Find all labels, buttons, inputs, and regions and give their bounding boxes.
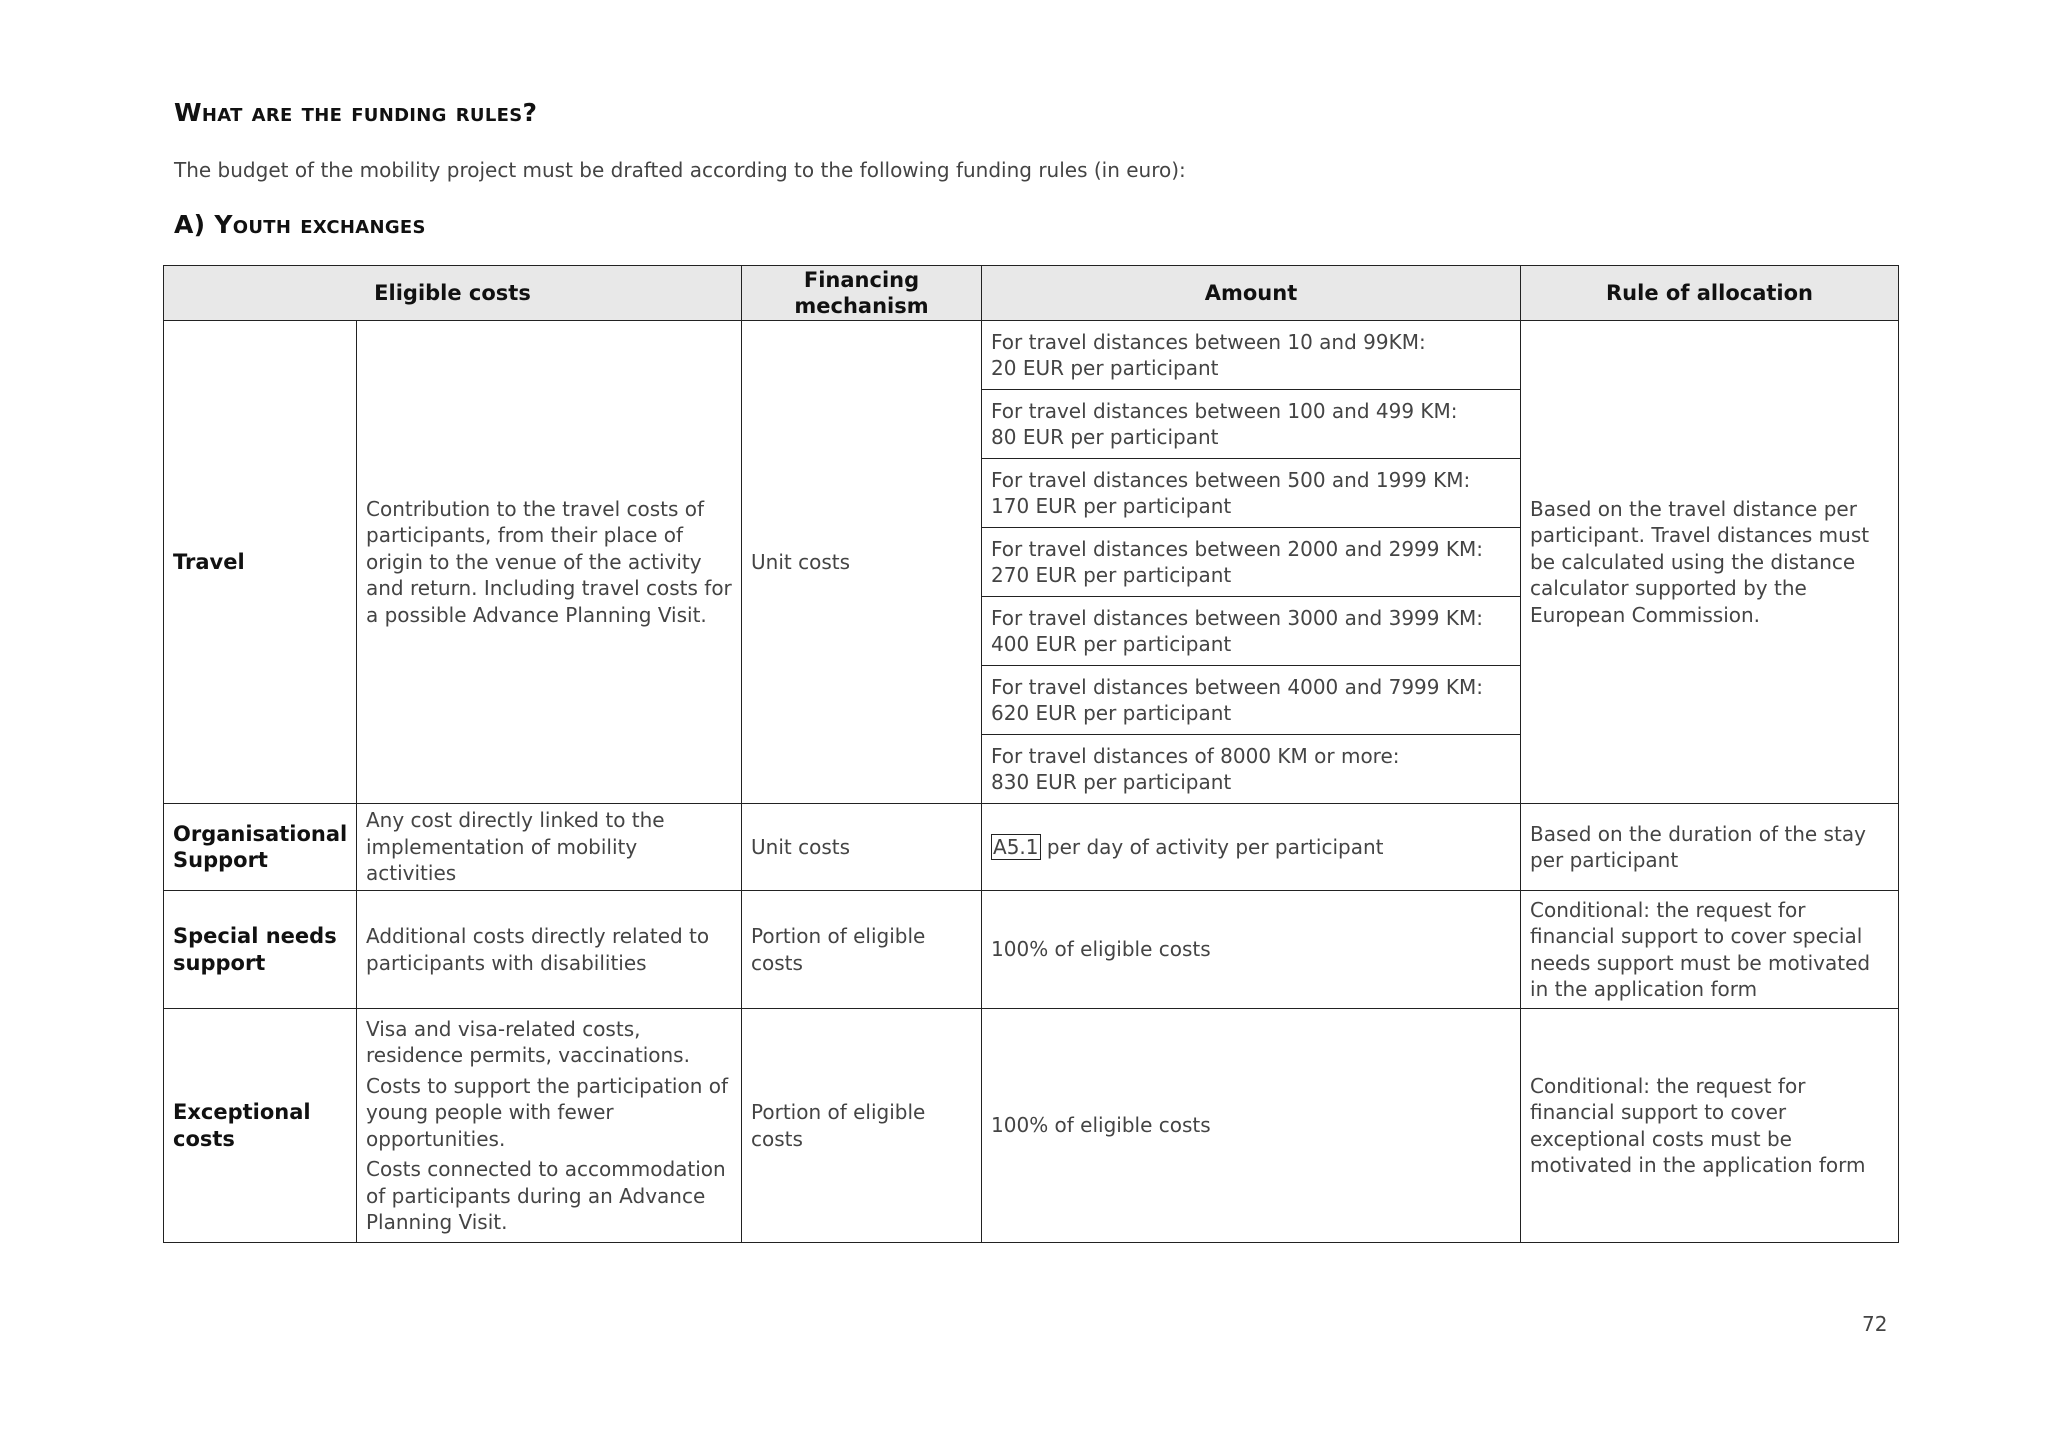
exceptional-costs-amount: 100% of eligible costs [982,1009,1521,1243]
organisational-support-amount [982,804,1521,891]
travel-band-distance: For travel distances between 3000 and 3999 KM: [991,605,1483,630]
organisational-support-category: Organisational Support [164,804,357,891]
travel-band-rate: 270 EUR per participant [991,563,1232,587]
travel-band-distance: For travel distances between 4000 and 7999 KM: [991,674,1483,699]
special-needs-amount: 100% of eligible costs [982,891,1521,1009]
table-row [164,804,1899,891]
travel-band-rate: 170 EUR per participant [991,494,1232,518]
travel-band-distance: For travel distances between 100 and 499 KM: [991,398,1458,423]
travel-band-rate: 400 EUR per participant [991,632,1232,656]
special-needs-rule: Conditional: the request for financial support to cover special needs support must be motivated in the application form [1521,891,1899,1009]
header-eligible-costs: Eligible costs [164,266,742,321]
travel-band-distance: For travel distances of 8000 KM or more: [991,743,1400,768]
funding-rules-table [163,265,1899,1243]
travel-band-rate: 80 EUR per participant [991,425,1219,449]
travel-band [982,528,1521,597]
travel-mechanism: Unit costs [742,321,982,804]
header-rule-of-allocation: Rule of allocation [1521,266,1899,321]
exceptional-costs-rule: Conditional: the request for financial support to cover exceptional costs must be motivated in the application form [1521,1009,1899,1243]
travel-band [982,597,1521,666]
special-needs-mechanism: Portion of eligible costs [742,891,982,1009]
exceptional-costs-description [357,1009,742,1243]
exceptional-cost-item: Costs connected to accommodation of participants during an Advance Planning Visit. [366,1157,726,1234]
travel-band-distance: For travel distances between 500 and 1999 KM: [991,467,1471,492]
travel-band [982,735,1521,804]
amount-reference: A5.1 [993,834,1039,859]
table-header-row [164,266,1899,321]
travel-description: Contribution to the travel costs of participants, from their place of origin to the venue of the activity and return. Including travel costs for a possible Advance Planning Visit. [357,321,742,804]
table-row [164,321,1899,390]
travel-band-rate: 620 EUR per participant [991,701,1232,725]
table-row [164,1009,1899,1243]
page-number: 72 [1862,1312,1888,1336]
special-needs-description: Additional costs directly related to participants with disabilities [357,891,742,1009]
exceptional-cost-item: Costs to support the participation of young people with fewer opportunities. [366,1073,729,1151]
organisational-support-mechanism: Unit costs [742,804,982,891]
exceptional-cost-item: Visa and visa-related costs, residence permits, vaccinations. [366,1016,690,1067]
travel-band [982,390,1521,459]
header-financing-mechanism: Financing mechanism [742,266,982,321]
travel-band [982,321,1521,390]
organisational-support-description: Any cost directly linked to the implementation of mobility activities [357,804,742,891]
travel-band-distance: For travel distances between 10 and 99KM: [991,329,1426,354]
table-row [164,891,1899,1009]
organisational-support-rule: Based on the duration of the stay per participant [1521,804,1899,891]
exceptional-costs-mechanism: Portion of eligible costs [742,1009,982,1243]
amount-text: per day of activity per participant [1046,834,1384,859]
intro-text: The budget of the mobility project must be drafted according to the following funding rules (in euro): [174,158,1186,182]
special-needs-category: Special needs support [164,891,357,1009]
travel-band-distance: For travel distances between 2000 and 2999 KM: [991,536,1483,561]
exceptional-costs-category: Exceptional costs [164,1009,357,1243]
header-amount: Amount [982,266,1521,321]
travel-category: Travel [164,321,357,804]
travel-band-rate: 830 EUR per participant [991,770,1232,794]
travel-band-rate: 20 EUR per participant [991,356,1219,380]
page-heading: What are the funding rules? [174,98,538,127]
travel-rule: Based on the travel distance per participant. Travel distances must be calculated using the distance calculator supported by the European Commission. [1521,321,1899,804]
travel-band [982,459,1521,528]
travel-band [982,666,1521,735]
section-heading: A) Youth exchanges [174,210,426,239]
